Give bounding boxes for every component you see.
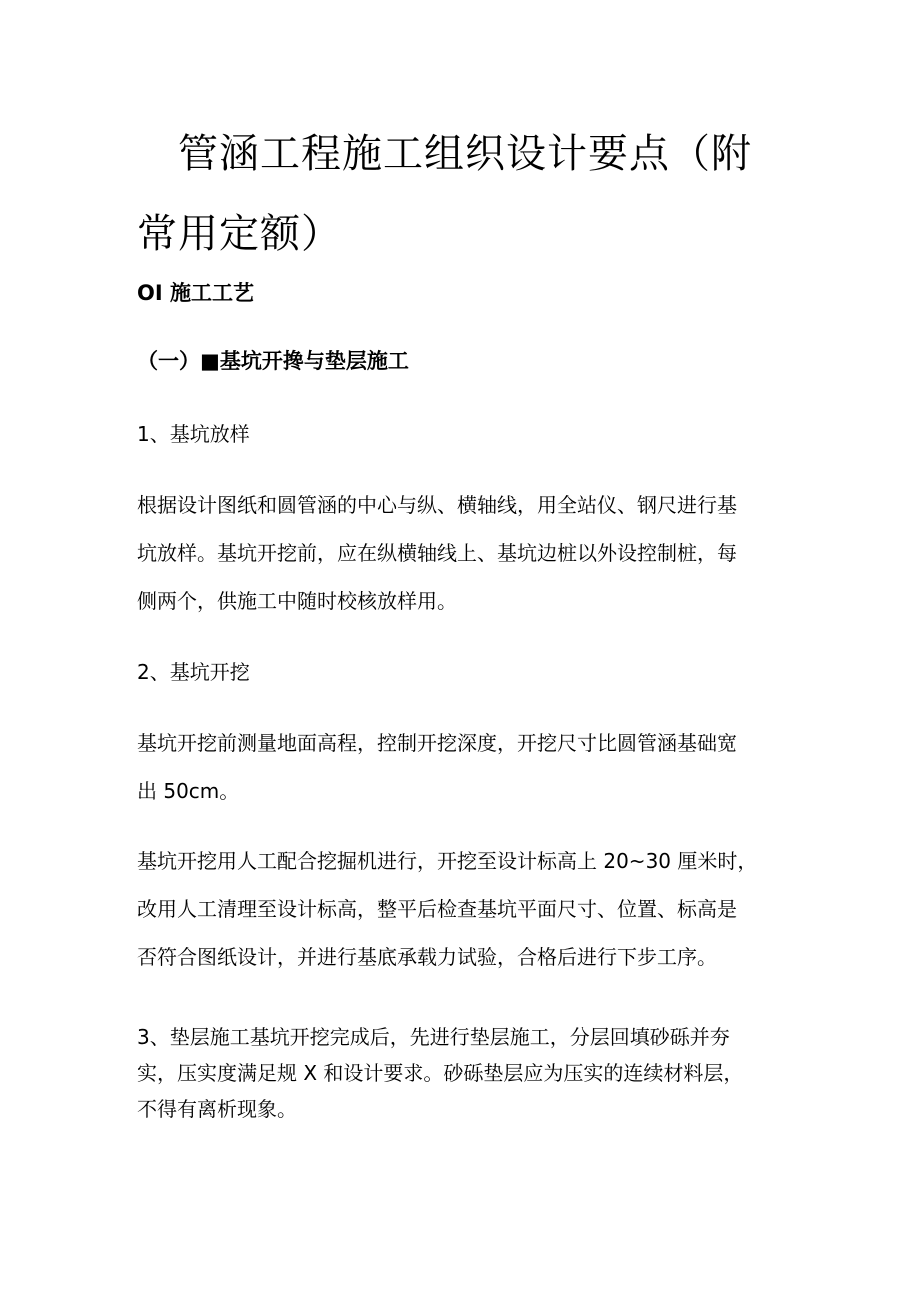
paragraph-3-line-1: 基坑开挖用人工配合挖掘机进行，开挖至设计标高上 20~30 厘米时， (137, 849, 758, 873)
paragraph-4-line-1: 3、垫层施工基坑开挖完成后，先进行垫层施工，分层回填砂砾并夯 (137, 1025, 730, 1049)
paragraph-1-line-1: 根据设计图纸和圆管涵的中心与纵、横轴线，用全站仪、钢尺进行基 (137, 493, 737, 517)
subsection-heading: （一）■基坑开搀与垫层施工 (137, 349, 409, 373)
paragraph-2-line-1: 基坑开挖前测量地面高程，控制开挖深度，开挖尺寸比圆管涵基础宽 (137, 731, 737, 755)
document-title-line-1: 管涵工程施工组织设计要点（附 (178, 131, 752, 177)
section-heading: OI 施工工艺 (137, 281, 254, 305)
item-heading-2: 2、基坑开挖 (137, 660, 250, 684)
paragraph-1-line-3: 侧两个，供施工中随时校核放样用。 (137, 589, 457, 613)
paragraph-3-line-3: 否符合图纸设计，并进行基底承载力试验，合格后进行下步工序。 (137, 945, 717, 969)
paragraph-2-line-2: 出 50cm。 (137, 779, 240, 803)
paragraph-4-line-2: 实，压实度满足规 X 和设计要求。砂砾垫层应为压实的连续材料层， (137, 1061, 744, 1085)
paragraph-3-line-2: 改用人工清理至设计标高，整平后检查基坑平面尺寸、位置、标高是 (137, 897, 737, 921)
paragraph-1-line-2: 坑放样。基坑开挖前，应在纵横轴线上、基坑边桩以外设控制桩，每 (137, 541, 737, 565)
paragraph-4-line-3: 不得有离析现象。 (137, 1097, 297, 1121)
document-title-line-2: 常用定额） (137, 211, 342, 257)
item-heading-1: 1、基坑放样 (137, 422, 250, 446)
